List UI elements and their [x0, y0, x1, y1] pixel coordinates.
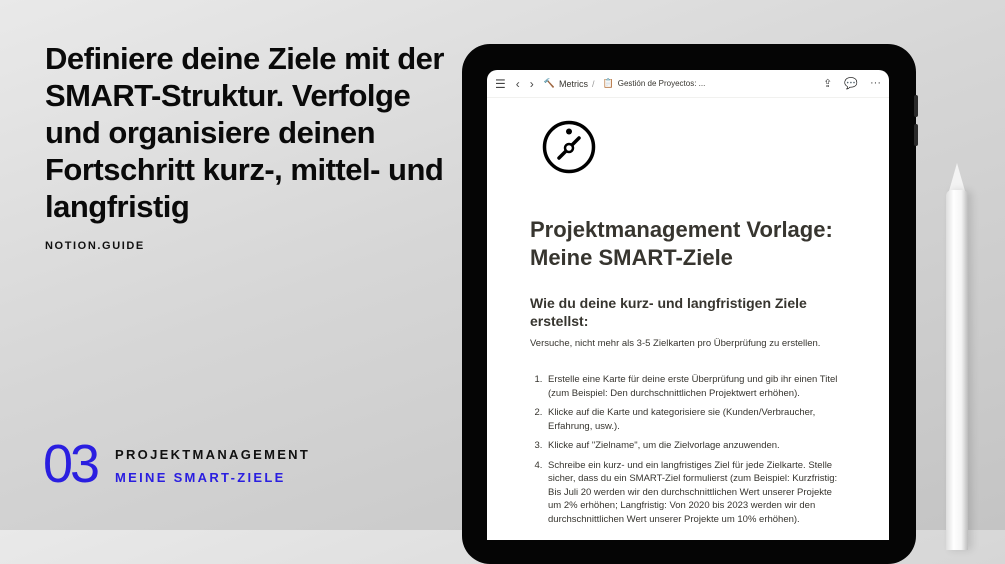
list-item: 3. Klicke auf "Zielname", um die Zielvorlage anzuwenden.: [545, 439, 840, 453]
list-item: 1. Erstelle eine Karte für deine erste Überprüfung und gib ihr einen Titel (zum Beispiel: Den durchschnittlichen Projektwert erhöhen).: [545, 373, 840, 400]
subtitle-label: MEINE SMART-ZIELE: [115, 470, 286, 485]
tablet-screen: [487, 70, 889, 540]
back-icon[interactable]: ‹: [515, 76, 520, 91]
intro-text: Versuche, nicht mehr als 3-5 Zielkarten pro Überprüfung zu erstellen.: [530, 338, 821, 349]
section-number: 03: [43, 434, 98, 494]
list-item: 4. Schreibe ein kurz- und ein langfristiges Ziel für jede Zielkarte. Stelle sicher, dass du ein SMART-Ziel formulierst (zum Beispiel: Kurzfristig: Bis Juli 20 werden wir den durchschnittlichen Wert unserer Projekte um 2% erhöhen; Langfristig: Von 2020 bis 2023 werden wir den durchschnittlichen Wert unserer Projekte um 10% erhöhen).: [545, 459, 840, 527]
stylus-pencil: [946, 190, 968, 550]
breadcrumb-metrics[interactable]: Metrics: [558, 78, 588, 89]
menu-icon[interactable]: ☰: [495, 76, 506, 91]
tablet-button: [914, 124, 918, 146]
page-title: Projektmanagement Vorlage: Meine SMART-Ziele: [530, 217, 833, 270]
comment-icon[interactable]: 💬: [844, 78, 858, 90]
section-heading: Wie du deine kurz- und langfristigen Ziele erstellst:: [530, 295, 807, 329]
headline: Definiere deine Ziele mit der SMART-Struktur. Verfolge und organisiere deinen Fortschritt kurz-, mittel- und langfristig: [45, 41, 444, 224]
hammer-icon: 🔨: [543, 78, 555, 88]
brand-label: NOTION.GUIDE: [45, 240, 145, 252]
category-label: PROJEKTMANAGEMENT: [115, 447, 311, 462]
forward-icon[interactable]: ›: [529, 76, 534, 91]
list-item: 2. Klicke auf die Karte und kategorisiere sie (Kunden/Verbraucher, Erfahrung, usw.).: [545, 406, 840, 433]
toolbar: [487, 70, 889, 98]
clipboard-icon: 📋: [602, 78, 614, 88]
share-icon[interactable]: ⇪: [823, 78, 833, 90]
steps-list: [530, 373, 840, 526]
breadcrumb-page[interactable]: Gestión de Proyectos: ...: [617, 79, 706, 88]
more-icon[interactable]: ···: [870, 77, 881, 89]
breadcrumb-separator: /: [591, 78, 595, 89]
compass-icon: [542, 120, 596, 174]
tablet-button: [914, 95, 918, 117]
pencil-tip: [949, 163, 965, 191]
